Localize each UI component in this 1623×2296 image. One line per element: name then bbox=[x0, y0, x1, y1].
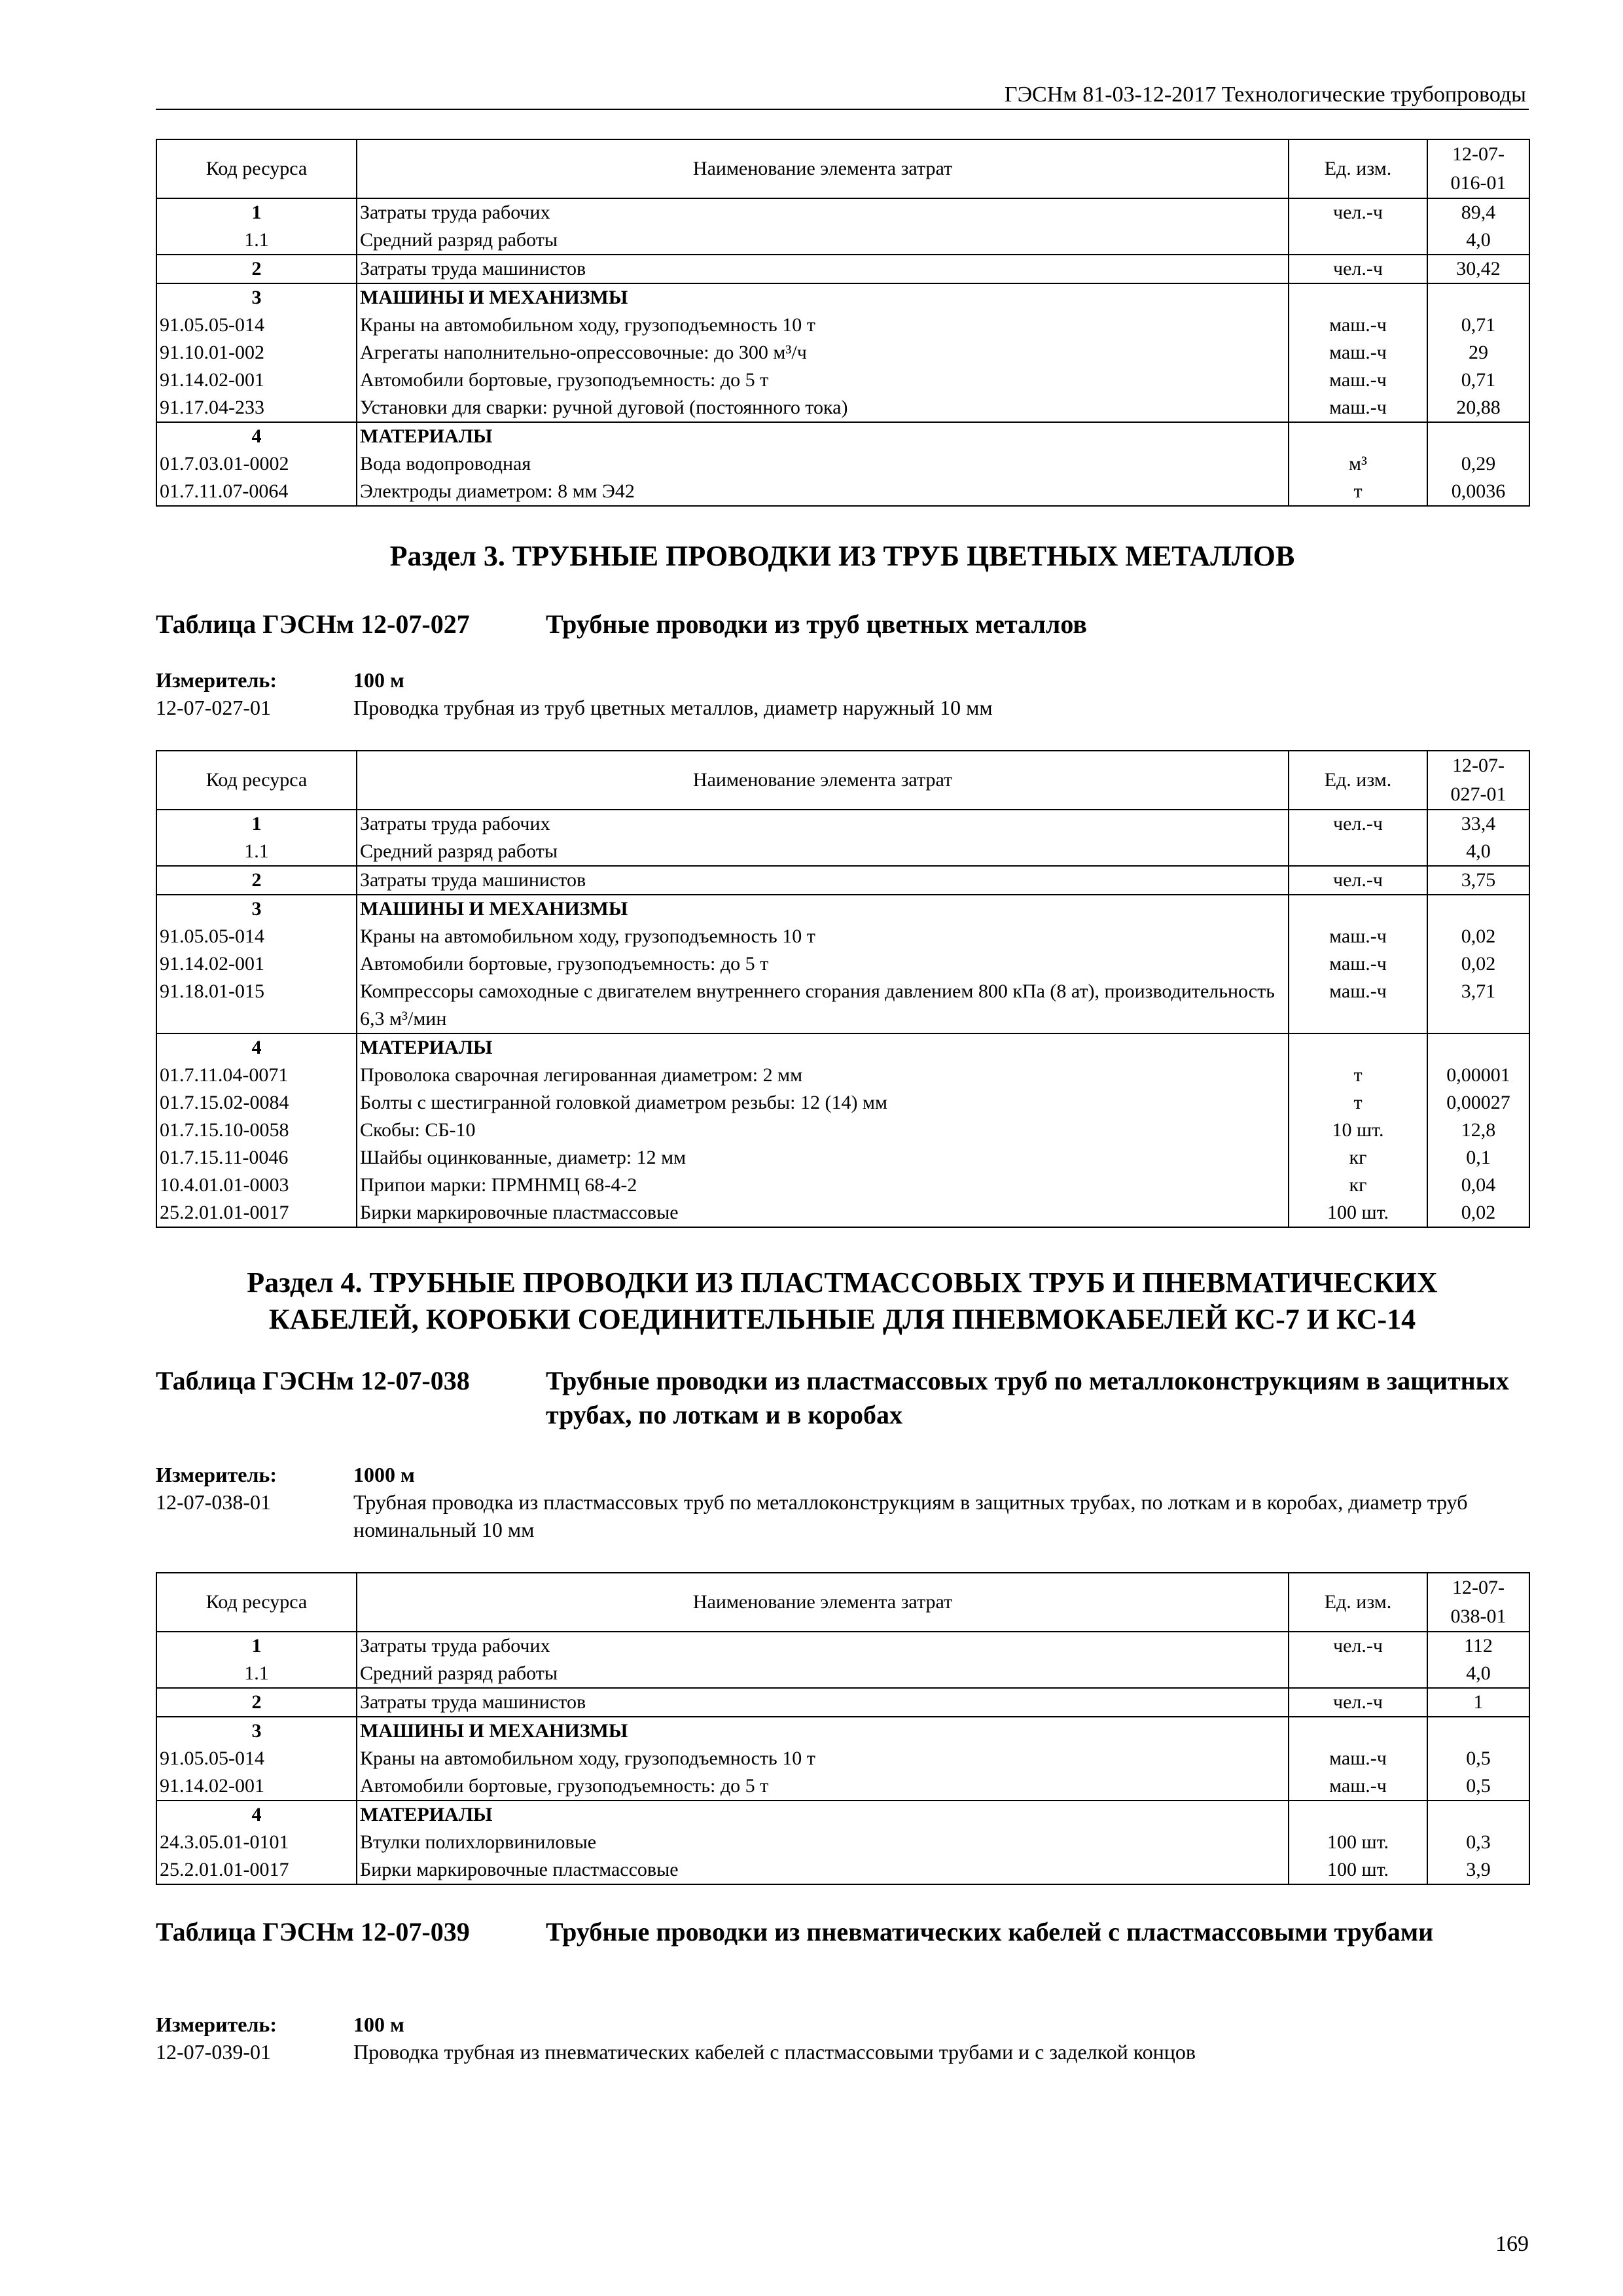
cell-value bbox=[1427, 1033, 1529, 1062]
table-row bbox=[156, 283, 1529, 312]
cell-unit: 100 шт. bbox=[1289, 1199, 1427, 1227]
measure-value: 1000 м bbox=[353, 1463, 415, 1486]
cell-value: 0,29 bbox=[1427, 450, 1529, 478]
cell-name: Скобы: СБ-10 bbox=[357, 1117, 1289, 1144]
table-name: Трубные проводки из пластмассовых труб по металлоконструкциям в защитных трубах, по лоткам и в коробах bbox=[546, 1366, 1509, 1429]
table-header-row bbox=[156, 751, 1529, 810]
table-row bbox=[156, 198, 1529, 226]
section-4-title-line1: Раздел 4. ТРУБНЫЕ ПРОВОДКИ ИЗ ПЛАСТМАССОВЫХ ТРУБ И ПНЕВМАТИЧЕСКИХ bbox=[247, 1266, 1438, 1299]
cell-code: 01.7.11.04-0071 bbox=[156, 1062, 357, 1089]
measure-label: Измеритель: bbox=[156, 1463, 277, 1486]
cell-unit bbox=[1289, 226, 1427, 255]
cell-code: 1.1 bbox=[156, 1660, 357, 1688]
cell-unit bbox=[1289, 283, 1427, 312]
cell-name: Автомобили бортовые, грузоподъемность: до 5 т bbox=[357, 367, 1289, 394]
cell-name: Вода водопроводная bbox=[357, 450, 1289, 478]
cell-value: 3,71 bbox=[1427, 978, 1529, 1033]
table-row bbox=[156, 950, 1529, 978]
cell-value: 12,8 bbox=[1427, 1117, 1529, 1144]
cell-name: Краны на автомобильном ходу, грузоподъемность 10 т bbox=[357, 923, 1289, 950]
cell-name: Краны на автомобильном ходу, грузоподъемность 10 т bbox=[357, 1745, 1289, 1772]
cell-unit bbox=[1289, 422, 1427, 450]
col-unit-header: Ед. изм. bbox=[1289, 1573, 1427, 1632]
cell-value bbox=[1427, 422, 1529, 450]
item-code: 12-07-039-01 bbox=[156, 2040, 271, 2064]
cell-value: 89,4 bbox=[1427, 198, 1529, 226]
item-description: Проводка трубная из пневматических кабелей с пластмассовыми трубами и с заделкой концов bbox=[353, 2040, 1196, 2064]
measure-label: Измеритель: bbox=[156, 668, 277, 692]
cell-code: 1 bbox=[156, 198, 357, 226]
cell-value bbox=[1427, 283, 1529, 312]
col-unit-header: Ед. изм. bbox=[1289, 751, 1427, 810]
cell-name: МАТЕРИАЛЫ bbox=[357, 1033, 1289, 1062]
section-4-title-line2: КАБЕЛЕЙ, КОРОБКИ СОЕДИНИТЕЛЬНЫЕ ДЛЯ ПНЕВМОКАБЕЛЕЙ КС-7 И КС-14 bbox=[268, 1303, 1416, 1335]
cell-code: 2 bbox=[156, 1688, 357, 1717]
cell-name: Затраты труда машинистов bbox=[357, 866, 1289, 895]
cell-code: 4 bbox=[156, 1033, 357, 1062]
col-value-header: 12-07- 038-01 bbox=[1427, 1573, 1529, 1632]
table-row bbox=[156, 1660, 1529, 1688]
table-row bbox=[156, 339, 1529, 367]
cell-unit: чел.-ч bbox=[1289, 810, 1427, 838]
cell-name: Шайбы оцинкованные, диаметр: 12 мм bbox=[357, 1144, 1289, 1172]
cell-code: 91.14.02-001 bbox=[156, 367, 357, 394]
cell-code: 91.18.01-015 bbox=[156, 978, 357, 1033]
cell-value: 30,42 bbox=[1427, 255, 1529, 283]
table-code: Таблица ГЭСНм 12-07-038 bbox=[156, 1366, 470, 1395]
cell-value: 4,0 bbox=[1427, 226, 1529, 255]
cell-code: 91.10.01-002 bbox=[156, 339, 357, 367]
cell-unit: т bbox=[1289, 478, 1427, 506]
cell-code: 01.7.15.10-0058 bbox=[156, 1117, 357, 1144]
cell-code: 3 bbox=[156, 283, 357, 312]
cell-name: МАШИНЫ И МЕХАНИЗМЫ bbox=[357, 1717, 1289, 1745]
cell-unit: маш.-ч bbox=[1289, 394, 1427, 422]
cell-code: 1 bbox=[156, 1632, 357, 1660]
cell-name: Затраты труда машинистов bbox=[357, 255, 1289, 283]
running-header bbox=[156, 72, 1529, 110]
table-code: Таблица ГЭСНм 12-07-027 bbox=[156, 609, 470, 639]
item-code: 12-07-038-01 bbox=[156, 1490, 271, 1514]
table-row bbox=[156, 1717, 1529, 1745]
cell-code: 01.7.15.02-0084 bbox=[156, 1089, 357, 1117]
resource-table-027 bbox=[156, 750, 1530, 1228]
table-row bbox=[156, 1062, 1529, 1089]
cell-unit: 10 шт. bbox=[1289, 1117, 1427, 1144]
cell-name: Электроды диаметром: 8 мм Э42 bbox=[357, 478, 1289, 506]
cell-value: 1 bbox=[1427, 1688, 1529, 1717]
measure-label: Измеритель: bbox=[156, 2013, 277, 2036]
cell-name: МАШИНЫ И МЕХАНИЗМЫ bbox=[357, 895, 1289, 923]
cell-unit: маш.-ч bbox=[1289, 312, 1427, 339]
cell-value: 112 bbox=[1427, 1632, 1529, 1660]
cell-name: Агрегаты наполнительно-опрессовочные: до 300 м³/ч bbox=[357, 339, 1289, 367]
cell-unit: чел.-ч bbox=[1289, 198, 1427, 226]
section-3-title: Раздел 3. ТРУБНЫЕ ПРОВОДКИ ИЗ ТРУБ ЦВЕТНЫХ МЕТАЛЛОВ bbox=[389, 540, 1295, 572]
table-row bbox=[156, 1033, 1529, 1062]
cell-unit: т bbox=[1289, 1089, 1427, 1117]
cell-value: 0,5 bbox=[1427, 1772, 1529, 1801]
col-name-header: Наименование элемента затрат bbox=[357, 139, 1289, 198]
cell-value bbox=[1427, 895, 1529, 923]
cell-code: 1.1 bbox=[156, 226, 357, 255]
cell-value: 3,75 bbox=[1427, 866, 1529, 895]
cell-code: 1 bbox=[156, 810, 357, 838]
cell-code: 91.17.04-233 bbox=[156, 394, 357, 422]
cell-code: 2 bbox=[156, 866, 357, 895]
table-row bbox=[156, 978, 1529, 1033]
cell-name: Средний разряд работы bbox=[357, 226, 1289, 255]
cell-value: 0,3 bbox=[1427, 1829, 1529, 1856]
cell-name: Затраты труда рабочих bbox=[357, 198, 1289, 226]
table-row bbox=[156, 1772, 1529, 1801]
cell-name: Установки для сварки: ручной дуговой (постоянного тока) bbox=[357, 394, 1289, 422]
resource-table-038 bbox=[156, 1572, 1530, 1885]
cell-unit: маш.-ч bbox=[1289, 1772, 1427, 1801]
cell-value: 4,0 bbox=[1427, 1660, 1529, 1688]
cell-unit: маш.-ч bbox=[1289, 978, 1427, 1033]
cell-name: Автомобили бортовые, грузоподъемность: до 5 т bbox=[357, 1772, 1289, 1801]
cell-unit: маш.-ч bbox=[1289, 923, 1427, 950]
cell-name: Краны на автомобильном ходу, грузоподъемность 10 т bbox=[357, 312, 1289, 339]
cell-code: 91.05.05-014 bbox=[156, 312, 357, 339]
cell-code: 91.14.02-001 bbox=[156, 950, 357, 978]
cell-value: 0,0036 bbox=[1427, 478, 1529, 506]
col-name-header: Наименование элемента затрат bbox=[357, 751, 1289, 810]
table-row bbox=[156, 1856, 1529, 1884]
cell-value: 0,02 bbox=[1427, 923, 1529, 950]
table-row bbox=[156, 810, 1529, 838]
cell-code: 91.05.05-014 bbox=[156, 1745, 357, 1772]
cell-name: Компрессоры самоходные с двигателем внутреннего сгорания давлением 800 кПа (8 ат), производительность 6,3 м³/мин bbox=[357, 978, 1289, 1033]
measure-value: 100 м bbox=[353, 2013, 404, 2036]
cell-code: 01.7.03.01-0002 bbox=[156, 450, 357, 478]
cell-code: 25.2.01.01-0017 bbox=[156, 1856, 357, 1884]
cell-name: Автомобили бортовые, грузоподъемность: до 5 т bbox=[357, 950, 1289, 978]
table-row bbox=[156, 1144, 1529, 1172]
cell-unit: т bbox=[1289, 1062, 1427, 1089]
cell-code: 3 bbox=[156, 895, 357, 923]
cell-value bbox=[1427, 1717, 1529, 1745]
item-description: Проводка трубная из труб цветных металлов, диаметр наружный 10 мм bbox=[353, 696, 993, 719]
cell-name: Затраты труда рабочих bbox=[357, 810, 1289, 838]
cell-value: 4,0 bbox=[1427, 838, 1529, 866]
cell-value: 3,9 bbox=[1427, 1856, 1529, 1884]
table-row bbox=[156, 838, 1529, 866]
table-row bbox=[156, 1829, 1529, 1856]
cell-code: 91.05.05-014 bbox=[156, 923, 357, 950]
cell-value: 0,02 bbox=[1427, 1199, 1529, 1227]
cell-code: 25.2.01.01-0017 bbox=[156, 1199, 357, 1227]
table-row bbox=[156, 1688, 1529, 1717]
cell-code: 4 bbox=[156, 1801, 357, 1829]
cell-name: МАШИНЫ И МЕХАНИЗМЫ bbox=[357, 283, 1289, 312]
table-name: Трубные проводки из пневматических кабелей с пластмассовыми трубами bbox=[546, 1917, 1434, 1946]
cell-unit: 100 шт. bbox=[1289, 1829, 1427, 1856]
table-row bbox=[156, 312, 1529, 339]
running-header-text: ГЭСНм 81-03-12-2017 Технологические трубопроводы bbox=[1004, 82, 1526, 107]
cell-value: 0,00001 bbox=[1427, 1062, 1529, 1089]
cell-value: 0,00027 bbox=[1427, 1089, 1529, 1117]
cell-code: 4 bbox=[156, 422, 357, 450]
cell-name: Болты с шестигранной головкой диаметром резьбы: 12 (14) мм bbox=[357, 1089, 1289, 1117]
cell-unit bbox=[1289, 1660, 1427, 1688]
cell-value: 0,5 bbox=[1427, 1745, 1529, 1772]
cell-unit bbox=[1289, 1033, 1427, 1062]
cell-name: Бирки маркировочные пластмассовые bbox=[357, 1856, 1289, 1884]
col-code-header: Код ресурса bbox=[156, 1573, 357, 1632]
cell-name: МАТЕРИАЛЫ bbox=[357, 1801, 1289, 1829]
cell-unit: чел.-ч bbox=[1289, 1688, 1427, 1717]
cell-value: 0,1 bbox=[1427, 1144, 1529, 1172]
cell-code: 3 bbox=[156, 1717, 357, 1745]
table-row bbox=[156, 1117, 1529, 1144]
cell-unit bbox=[1289, 1717, 1427, 1745]
table-header-row bbox=[156, 1573, 1529, 1632]
item-code: 12-07-027-01 bbox=[156, 696, 271, 719]
table-row bbox=[156, 226, 1529, 255]
col-name-header: Наименование элемента затрат bbox=[357, 1573, 1289, 1632]
cell-unit: маш.-ч bbox=[1289, 367, 1427, 394]
cell-value: 0,04 bbox=[1427, 1172, 1529, 1199]
cell-code: 24.3.05.01-0101 bbox=[156, 1829, 357, 1856]
cell-name: Припои марки: ПРМНМЦ 68-4-2 bbox=[357, 1172, 1289, 1199]
cell-value: 0,71 bbox=[1427, 312, 1529, 339]
table-name: Трубные проводки из труб цветных металлов bbox=[546, 609, 1087, 639]
cell-name: МАТЕРИАЛЫ bbox=[357, 422, 1289, 450]
col-code-header: Код ресурса bbox=[156, 139, 357, 198]
col-value-header: 12-07- 027-01 bbox=[1427, 751, 1529, 810]
cell-value: 29 bbox=[1427, 339, 1529, 367]
section-4-title bbox=[156, 1265, 1529, 1338]
cell-code: 01.7.15.11-0046 bbox=[156, 1144, 357, 1172]
cell-value: 0,02 bbox=[1427, 950, 1529, 978]
cell-unit: чел.-ч bbox=[1289, 866, 1427, 895]
table-row bbox=[156, 1801, 1529, 1829]
table-row bbox=[156, 1632, 1529, 1660]
cell-code: 91.14.02-001 bbox=[156, 1772, 357, 1801]
cell-name: Средний разряд работы bbox=[357, 1660, 1289, 1688]
cell-unit: кг bbox=[1289, 1144, 1427, 1172]
table-row bbox=[156, 866, 1529, 895]
table-row bbox=[156, 1172, 1529, 1199]
cell-value: 0,71 bbox=[1427, 367, 1529, 394]
cell-value: 33,4 bbox=[1427, 810, 1529, 838]
resource-table-016 bbox=[156, 139, 1530, 507]
col-unit-header: Ед. изм. bbox=[1289, 139, 1427, 198]
table-row bbox=[156, 923, 1529, 950]
table-header-row bbox=[156, 139, 1529, 198]
cell-code: 2 bbox=[156, 255, 357, 283]
col-code-header: Код ресурса bbox=[156, 751, 357, 810]
table-row bbox=[156, 1199, 1529, 1227]
table-row bbox=[156, 450, 1529, 478]
cell-value: 20,88 bbox=[1427, 394, 1529, 422]
page-number: 169 bbox=[1495, 2232, 1529, 2256]
cell-name: Затраты труда рабочих bbox=[357, 1632, 1289, 1660]
item-description: Трубная проводка из пластмассовых труб по металлоконструкциям в защитных трубах, по лоткам и в коробах, диаметр труб номинальный 10 мм bbox=[353, 1490, 1468, 1541]
cell-name: Средний разряд работы bbox=[357, 838, 1289, 866]
cell-name: Проволока сварочная легированная диаметром: 2 мм bbox=[357, 1062, 1289, 1089]
cell-unit bbox=[1289, 838, 1427, 866]
cell-unit: чел.-ч bbox=[1289, 1632, 1427, 1660]
measure-value: 100 м bbox=[353, 668, 404, 692]
cell-unit: маш.-ч bbox=[1289, 1745, 1427, 1772]
cell-name: Втулки полихлорвиниловые bbox=[357, 1829, 1289, 1856]
table-row bbox=[156, 895, 1529, 923]
table-row bbox=[156, 478, 1529, 506]
cell-unit: маш.-ч bbox=[1289, 950, 1427, 978]
table-row bbox=[156, 255, 1529, 283]
table-code: Таблица ГЭСНм 12-07-039 bbox=[156, 1917, 470, 1946]
col-value-header: 12-07- 016-01 bbox=[1427, 139, 1529, 198]
cell-code: 10.4.01.01-0003 bbox=[156, 1172, 357, 1199]
cell-unit: чел.-ч bbox=[1289, 255, 1427, 283]
cell-name: Затраты труда машинистов bbox=[357, 1688, 1289, 1717]
table-row bbox=[156, 367, 1529, 394]
cell-unit bbox=[1289, 895, 1427, 923]
table-row bbox=[156, 422, 1529, 450]
cell-unit: м³ bbox=[1289, 450, 1427, 478]
cell-value bbox=[1427, 1801, 1529, 1829]
cell-unit bbox=[1289, 1801, 1427, 1829]
cell-code: 01.7.11.07-0064 bbox=[156, 478, 357, 506]
cell-code: 1.1 bbox=[156, 838, 357, 866]
table-row bbox=[156, 394, 1529, 422]
table-row bbox=[156, 1745, 1529, 1772]
cell-name: Бирки маркировочные пластмассовые bbox=[357, 1199, 1289, 1227]
cell-unit: 100 шт. bbox=[1289, 1856, 1427, 1884]
cell-unit: кг bbox=[1289, 1172, 1427, 1199]
cell-unit: маш.-ч bbox=[1289, 339, 1427, 367]
table-row bbox=[156, 1089, 1529, 1117]
